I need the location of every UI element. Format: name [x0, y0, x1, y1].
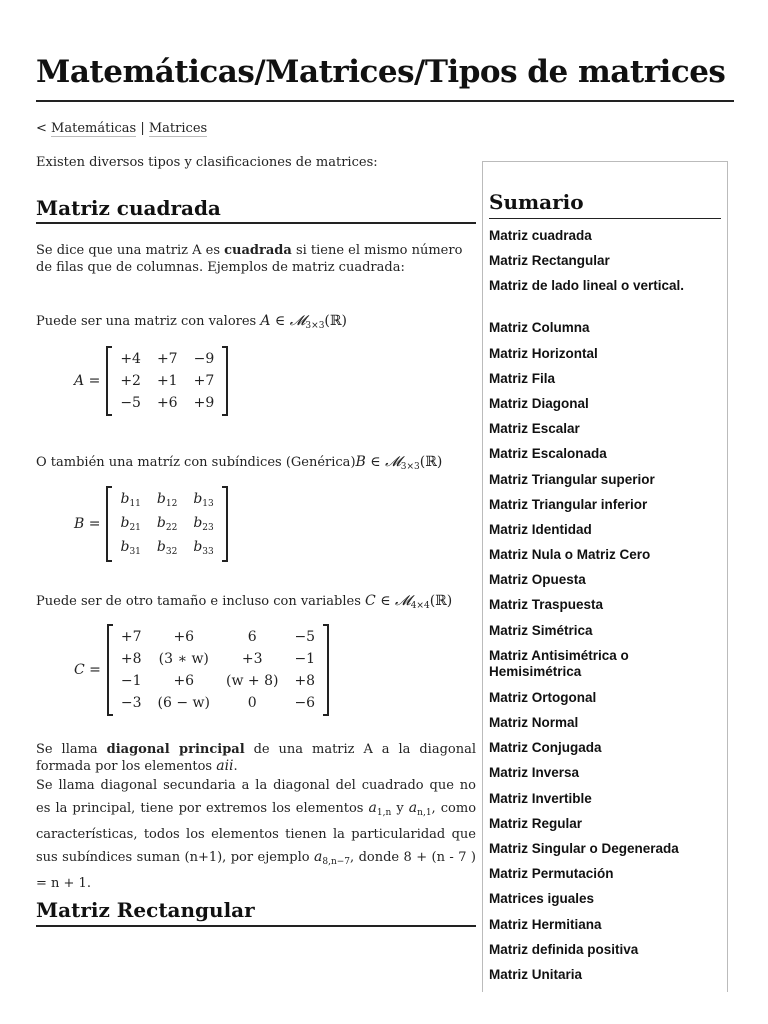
toc-item[interactable]: Matriz Nula o Matriz Cero: [489, 547, 651, 563]
section-divider: [36, 222, 476, 224]
matrix-symbol: b: [156, 515, 166, 531]
math-sub: 8,n−7: [322, 857, 351, 867]
paragraph-diagonal-secundaria: [36, 775, 476, 895]
math-sub: 3×3: [400, 462, 420, 472]
matrix-cell: [149, 512, 185, 536]
toc-item[interactable]: Matriz Hermitiana: [489, 916, 602, 932]
text: Se dice que una matriz A es: [36, 243, 225, 258]
math: a: [408, 800, 418, 816]
toc-item[interactable]: Matriz Inversa: [489, 765, 580, 781]
breadcrumb: [36, 121, 207, 136]
toc-item[interactable]: Matriz Permutación: [489, 866, 614, 882]
matrix-cell: +7: [156, 351, 178, 367]
section-heading-matriz-cuadrada: Matriz cuadrada: [36, 196, 221, 220]
matrix-label: B =: [74, 516, 101, 532]
matrix-cell: −5: [294, 629, 316, 645]
matrix-b: [74, 486, 228, 562]
breadcrumb-link-matrices[interactable]: Matrices: [148, 121, 208, 136]
matrix-symbol: b: [120, 515, 130, 531]
math-sub: 1,n: [376, 808, 392, 818]
bold-term: diagonal principal: [106, 742, 245, 757]
toc-item[interactable]: Matriz Triangular superior: [489, 471, 655, 487]
toc-item[interactable]: Matrices iguales: [489, 891, 595, 907]
matrix-cell: [149, 488, 185, 512]
matrix-subscript: 33: [202, 547, 214, 557]
text: Puede ser una matriz con valores: [36, 314, 261, 329]
page-title: Matemáticas/Matrices/Tipos de matrices: [36, 54, 726, 90]
toc-item[interactable]: Matriz Rectangular: [489, 253, 610, 269]
matrix-body: [106, 346, 228, 416]
toc-item[interactable]: Matriz Singular o Degenerada: [489, 840, 679, 856]
matrix-cell: (3 ∗ w): [158, 651, 209, 667]
matrix-cell: 6: [247, 629, 257, 645]
matrix-cell: +7: [193, 373, 215, 389]
text: de una matriz A a la diagonal formada por los elementos: [36, 742, 476, 774]
matrix-cell: +2: [120, 373, 141, 389]
text: si tiene el mismo número de filas que de columnas. Ejemplos de matriz cuadrada:: [36, 243, 463, 275]
text: y: [391, 801, 409, 816]
matrix-cell: [112, 488, 148, 512]
matrix-symbol: b: [193, 491, 203, 507]
matrix-label: C =: [74, 662, 101, 678]
matrix-cell: −1: [294, 651, 316, 667]
toc-item[interactable]: Matriz Ortogonal: [489, 689, 597, 705]
matrix-cell: 0: [247, 695, 257, 711]
matrix-symbol: b: [120, 491, 130, 507]
text: , como características, todos los elementos tienen la particularidad que sus subíndices suman (n+1), por ejemplo: [36, 801, 477, 865]
matrix-cell: −1: [120, 673, 142, 689]
breadcrumb-prefix: <: [36, 121, 47, 136]
matrix-c: [74, 624, 329, 716]
section-heading-matriz-rectangular: Matriz Rectangular: [36, 898, 255, 922]
breadcrumb-separator: |: [140, 121, 145, 136]
paragraph-example-c: [36, 593, 476, 615]
math-expression: [365, 593, 452, 609]
math-sub: 4×4: [410, 601, 430, 611]
paragraph-diagonal-principal: [36, 741, 476, 775]
toc-item[interactable]: Matriz Simétrica: [489, 622, 593, 638]
matrix-cell: (w + 8): [226, 673, 279, 689]
matrix-symbol: b: [156, 539, 166, 555]
math-sub: 3×3: [305, 321, 325, 331]
matrix-cell: [185, 512, 221, 536]
matrix-a: [74, 346, 228, 416]
text: Se llama diagonal secundaria a la diagonal del cuadrado que no es la principal, tiene por extremos los elementos: [36, 778, 476, 816]
text: Se llama: [36, 742, 107, 757]
matrix-cell: [112, 512, 148, 536]
matrix-subscript: 32: [165, 547, 178, 557]
math: C ∈ 𝓜: [365, 593, 411, 609]
matrix-subscript: 12: [165, 499, 178, 509]
paragraph-example-a: [36, 313, 476, 335]
matrix-cell: +6: [173, 673, 195, 689]
toc-item[interactable]: Matriz Fila: [489, 370, 556, 386]
text: , donde 8 + (n - 7 ) = n + 1.: [36, 850, 476, 891]
matrix-name: C: [74, 662, 85, 678]
matrix-subscript: 21: [129, 523, 141, 533]
matrix-name: B: [74, 516, 85, 532]
math: aii: [216, 758, 234, 774]
toc-item[interactable]: Matriz Escalonada: [489, 446, 607, 462]
matrix-subscript: 13: [202, 499, 214, 509]
matrix-cell: −5: [120, 395, 141, 411]
toc-item[interactable]: Matriz Antisimétrica o Hemisimétrica: [489, 647, 629, 679]
math: a: [314, 849, 323, 865]
toc-item[interactable]: Matriz definida positiva: [489, 941, 639, 957]
matrix-cell: +3: [241, 651, 263, 667]
matrix-subscript: 22: [165, 523, 178, 533]
matrix-cell: +8: [294, 673, 316, 689]
matrix-subscript: 31: [129, 547, 141, 557]
matrix-cell: −3: [120, 695, 142, 711]
matrix-symbol: b: [120, 539, 130, 555]
matrix-symbol: b: [193, 515, 203, 531]
toc-item[interactable]: Matriz Normal: [489, 715, 579, 730]
toc-item[interactable]: Matriz de lado lineal o vertical.: [489, 278, 685, 294]
matrix-cell: [149, 536, 185, 560]
matrix-symbol: b: [156, 491, 166, 507]
matrix-cell: +1: [156, 373, 178, 389]
section-divider: [36, 925, 476, 927]
bold-term: cuadrada: [224, 243, 292, 258]
matrix-symbol: b: [193, 539, 203, 555]
toc-item[interactable]: Matriz Traspuesta: [489, 597, 604, 613]
math: A ∈ 𝓜: [260, 313, 306, 329]
text: .: [233, 759, 238, 774]
toc-list: [489, 228, 721, 992]
math-expression: [409, 800, 432, 816]
matrix-cell: −9: [193, 351, 215, 367]
matrix-name: A: [74, 373, 85, 389]
paragraph-definition: [36, 242, 476, 276]
toc-item[interactable]: Matriz Horizontal: [489, 345, 598, 361]
toc-item[interactable]: Matriz cuadrada: [489, 228, 592, 243]
intro-text: Existen diversos tipos y clasificaciones de matrices:: [36, 155, 378, 170]
toc-title: Sumario: [489, 190, 584, 214]
paragraph-example-b: [36, 454, 476, 476]
toc-item[interactable]: Matriz Invertible: [489, 790, 592, 806]
text: O también una matríz con subíndices (Genérica): [36, 455, 356, 470]
matrix-cell: [112, 536, 148, 560]
matrix-cell: +8: [120, 651, 142, 667]
matrix-cell: +7: [120, 629, 142, 645]
matrix-cell: (6 − w): [157, 695, 210, 711]
matrix-cell: [185, 488, 221, 512]
math: (ℝ): [324, 313, 347, 329]
table-of-contents: [482, 161, 728, 992]
matrix-cell: +6: [173, 629, 195, 645]
math-expression: [314, 849, 350, 865]
toc-item[interactable]: Matriz Columna: [489, 320, 590, 336]
toc-item[interactable]: Matriz Unitaria: [489, 966, 583, 982]
toc-item[interactable]: Matriz Escalar: [489, 421, 580, 437]
breadcrumb-link-matematicas[interactable]: Matemáticas: [51, 121, 137, 136]
title-divider: [36, 100, 734, 102]
toc-item[interactable]: Matriz Identidad: [489, 521, 592, 537]
matrix-cell: [185, 536, 221, 560]
toc-item[interactable]: Matriz Conjugada: [489, 740, 602, 756]
math: a: [368, 800, 377, 816]
matrix-body: [106, 486, 227, 562]
toc-item[interactable]: Matriz Diagonal: [489, 395, 589, 411]
math-sub: n,1: [417, 808, 432, 818]
math: (ℝ): [419, 454, 443, 470]
matrix-cell: +4: [120, 351, 141, 367]
matrix-subscript: 11: [129, 499, 141, 509]
toc-divider: [489, 218, 721, 219]
matrix-cell: −6: [294, 695, 316, 711]
toc-item[interactable]: Matriz Triangular inferior: [489, 496, 648, 512]
math: B ∈ 𝓜: [355, 454, 401, 470]
math-expression: [369, 800, 392, 816]
matrix-body: [107, 624, 329, 716]
toc-item[interactable]: Matriz Regular: [489, 815, 583, 831]
matrix-subscript: 23: [202, 523, 214, 533]
math-expression: [260, 313, 347, 329]
matrix-label: A =: [74, 373, 101, 389]
math-expression: [356, 454, 443, 470]
math: (ℝ): [429, 593, 453, 609]
matrix-cell: +6: [156, 395, 178, 411]
toc-item[interactable]: Matriz Opuesta: [489, 572, 586, 588]
text: Puede ser de otro tamaño e incluso con variables: [36, 594, 366, 609]
matrix-cell: +9: [193, 395, 215, 411]
